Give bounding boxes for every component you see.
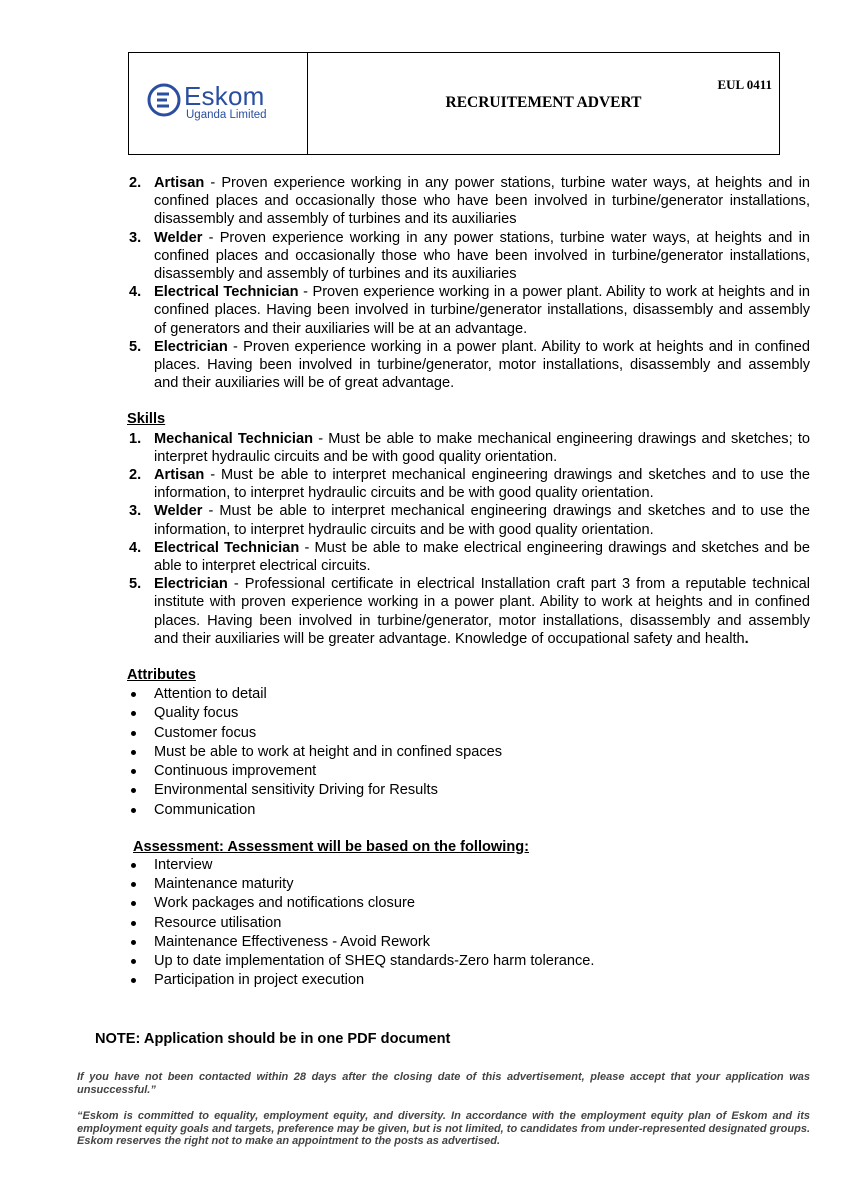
role-description: - Proven experience working in any power stations, turbine water ways, at heights and in confined places and occasionally those who have been involved in turbine/generator installations, disassembly and assembly of turbines and its auxiliaries [154,229,810,283]
role-name: Artisan [154,467,205,484]
attributes-heading: Attributes [127,667,196,684]
role-name: Electrical Technician [154,539,300,556]
description-tail: . [744,630,749,647]
logo-subtitle: Uganda Limited [186,109,267,121]
bullet-item: Resource utilisation [127,914,810,933]
role-description: - Proven experience working in any power stations, turbine water ways, at heights and in confined places and occasionally those who have been involved in turbine/generator installations, disassembly and assembly of turbines and its auxiliaries [154,175,810,228]
logo-cell [129,53,308,154]
skills-heading: Skills [127,411,166,428]
logo-name: Eskom [184,81,265,111]
role-name: Artisan [154,175,205,191]
role-name: Mechanical Technician [154,430,314,447]
list-item [127,283,810,338]
role-description: - Proven experience working in a power plant. Ability to work at heights and in confined places. Having been involved in turbine/generator installations, disassembly and assembly of generators and their auxiliaries will be at an advantage. [154,284,811,337]
experience-list [127,174,810,392]
role-description: - Must be able to interpret mechanical engineering drawings and sketches and to use the information, to interpret hydraulic circuits and be with good quality orientation. [154,467,810,502]
list-item [127,174,810,229]
item-number: 5. [129,338,142,355]
list-item [127,539,810,575]
bullet-item: Continuous improvement [127,762,810,781]
document-title: RECRUITEMENT ADVERT [445,94,642,111]
bullet-item: Work packages and notifications closure [127,894,810,913]
role-name: Welder [154,229,203,246]
bullet-item: Quality focus [127,704,810,723]
skills-list [127,430,810,648]
role-description: - Must be able to interpret mechanical engineering drawings and sketches and to use the information, to interpret hydraulic circuits and be with good quality orientation. [154,503,810,538]
list-item [127,466,810,502]
role-description: - Must be able to make electrical engineering drawings and sketches and be able to interpret electrical circuits. [154,539,810,575]
bullet-item: Interview [127,856,810,875]
list-item [127,502,810,538]
item-number: 3. [129,229,142,246]
list-item [127,430,810,466]
bullet-item: Participation in project execution [127,971,810,990]
item-number: 1. [129,430,142,447]
item-number: 4. [129,284,142,301]
role-description: - Proven experience working in a power plant. Ability to work at heights and in confined places. Having been involved in turbine/generator, motor installations, disassembly and assembly and their auxiliaries will be of great advantage. [154,338,810,392]
role-name: Electrician [154,576,228,593]
document-body [127,174,810,990]
item-number: 4. [129,539,142,556]
bullet-item: Environmental sensitivity Driving for Results [127,781,810,800]
eskom-logo [147,83,267,121]
assessment-heading: Assessment: Assessment will be based on the following: [133,838,530,855]
role-name: Electrical Technician [154,284,299,301]
document-header [128,52,780,155]
role-description: - Must be able to make mechanical engineering drawings and sketches; to interpret hydraulic circuits and be with good quality orientation. [154,430,810,465]
list-item [127,575,810,648]
role-description: - Professional certificate in electrical Installation craft part 3 from a reputable technical institute with proven experience working in a power plant. Ability to work at heights and in confined places. Having been involved in turbine/generator, motor installations, disassembly and assembly and their auxiliaries will be greater advantage. Knowledge of occupational safety and health [154,576,810,647]
role-name: Electrician [154,338,228,355]
item-number: 2. [129,467,142,484]
bullet-item: Customer focus [127,724,810,743]
fine-print-contact: If you have not been contacted within 28 days after the closing date of this advertisement, please accept that your application was unsuccessful.” [77,1071,810,1096]
item-number: 3. [129,503,142,520]
item-number: 2. [129,175,142,191]
role-name: Welder [154,503,203,520]
bullet-item: Maintenance maturity [127,875,810,894]
bullet-item: Maintenance Effectiveness - Avoid Rework [127,933,810,952]
item-number: 5. [129,576,142,593]
bullet-item: Attention to detail [127,685,810,704]
list-item [127,229,810,284]
bullet-item: Must be able to work at height and in confined spaces [127,743,810,762]
application-note: NOTE: Application should be in one PDF document [95,1031,451,1047]
eskom-emblem-icon [147,83,181,117]
bullet-item: Up to date implementation of SHEQ standards-Zero harm tolerance. [127,952,810,971]
list-item [127,338,810,393]
assessment-list [127,856,810,990]
title-cell [308,53,779,154]
document-code: EUL 0411 [717,77,772,92]
bullet-item: Communication [127,801,810,820]
fine-print-equity: “Eskom is committed to equality, employment equity, and diversity. In accordance with the employment equity plan of Eskom and its employment equity goals and targets, preference may be given, but is not limited, to candidates from under-represented designated groups. Eskom reserves the right not to make an appointment to the posts as advertised. [77,1110,810,1148]
attributes-list [127,685,810,819]
